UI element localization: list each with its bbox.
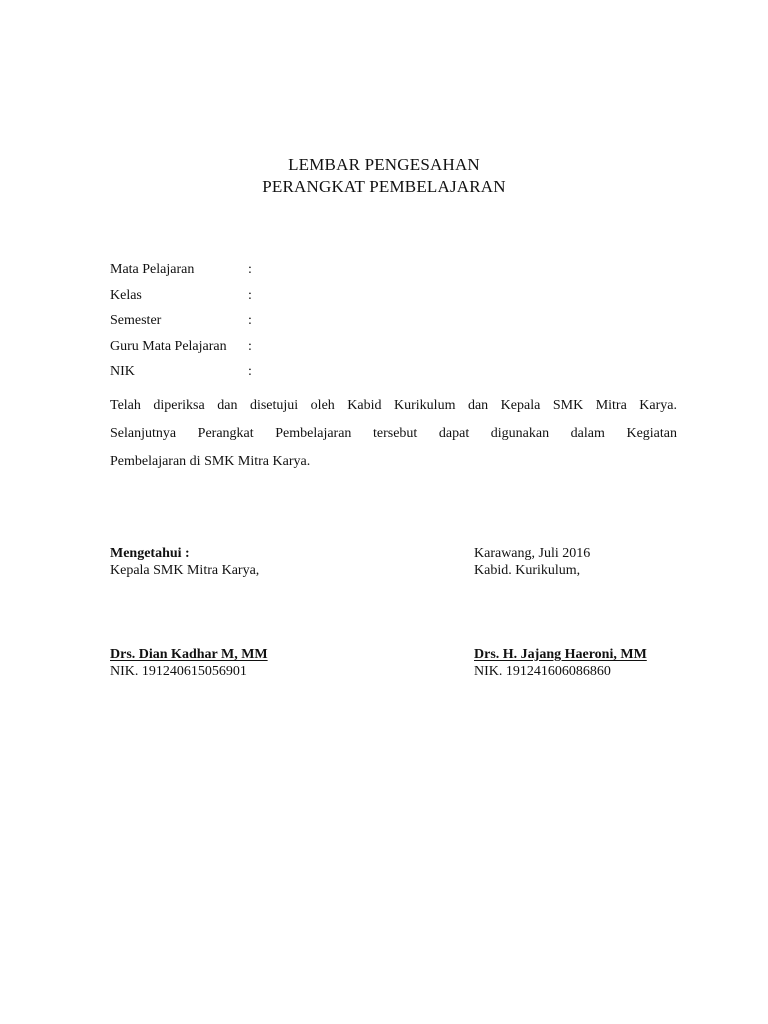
paragraph-line: Selanjutnya Perangkat Pembelajaran tersebut dapat digunakan dalam Kegiatan — [110, 426, 677, 441]
signer-name: Drs. H. Jajang Haeroni, MM — [474, 647, 647, 662]
field-label: Semester — [110, 313, 162, 328]
signature-left — [110, 646, 268, 680]
field-label: Guru Mata Pelajaran — [110, 338, 227, 354]
approval-paragraph — [110, 392, 677, 476]
signature-left-header — [110, 545, 259, 579]
field-label: NIK — [110, 364, 135, 379]
field-colon: : — [248, 262, 252, 277]
field-row-kelas — [110, 283, 670, 309]
field-label: Kelas — [110, 287, 142, 303]
paragraph-line: Telah diperiksa dan disetujui oleh Kabid Kurikulum dan Kepala SMK Mitra Karya. — [110, 398, 677, 413]
signature-right — [474, 646, 647, 680]
signer-role: Kabid. Kurikulum, — [474, 563, 581, 578]
field-colon: : — [248, 313, 252, 328]
signer-nik: NIK. 191241606086860 — [474, 664, 611, 679]
document-title: LEMBAR PENGESAHAN — [288, 155, 480, 174]
signer-role: Kepala SMK Mitra Karya, — [110, 563, 260, 578]
field-colon: : — [248, 338, 252, 354]
acknowledged-label: Mengetahui : — [110, 546, 190, 561]
signature-right-header — [474, 545, 590, 579]
field-row-nik — [110, 359, 670, 385]
signer-name: Drs. Dian Kadhar M, MM — [110, 647, 268, 662]
field-row-guru-mata-pelajaran — [110, 334, 670, 360]
document-subtitle: PERANGKAT PEMBELAJARAN — [262, 177, 506, 196]
place-date: Karawang, Juli 2016 — [474, 546, 591, 561]
paragraph-line: Pembelajaran di SMK Mitra Karya. — [110, 454, 311, 469]
field-colon: : — [248, 364, 252, 379]
field-label: Mata Pelajaran — [110, 262, 195, 277]
signer-nik: NIK. 191240615056901 — [110, 664, 247, 679]
field-row-semester — [110, 308, 670, 334]
field-row-mata-pelajaran — [110, 257, 670, 283]
field-colon: : — [248, 287, 252, 303]
identity-fields — [110, 257, 670, 385]
